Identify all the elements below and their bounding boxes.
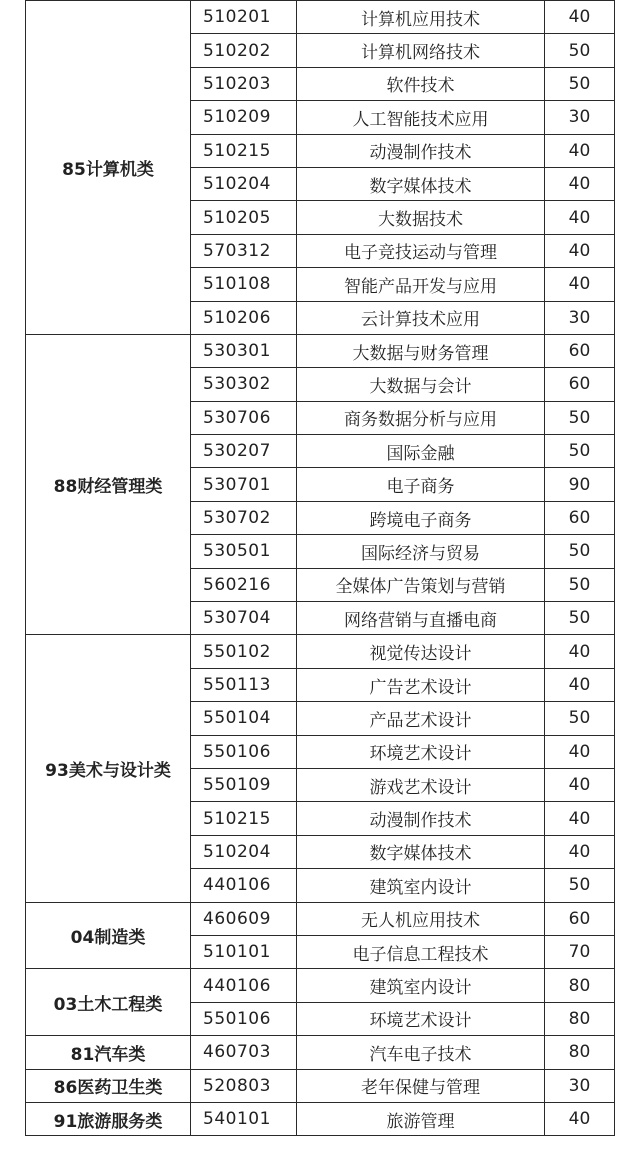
majors-table (25, 0, 615, 1136)
enrollment-count-cell: 40 (545, 234, 615, 267)
major-code-cell: 510215 (191, 802, 297, 835)
major-code-cell: 530701 (191, 468, 297, 501)
major-name-cell: 环境艺术设计 (297, 1002, 545, 1035)
enrollment-count-cell: 40 (545, 802, 615, 835)
enrollment-count-cell: 50 (545, 702, 615, 735)
major-name-cell: 旅游管理 (297, 1102, 545, 1135)
major-name-cell: 无人机应用技术 (297, 902, 545, 935)
table-row (26, 1102, 615, 1135)
major-code-cell: 560216 (191, 568, 297, 601)
enrollment-count-cell: 50 (545, 435, 615, 468)
major-name-cell: 软件技术 (297, 67, 545, 100)
enrollment-count-cell: 90 (545, 468, 615, 501)
enrollment-count-cell: 50 (545, 67, 615, 100)
category-cell: 85计算机类 (26, 1, 191, 335)
major-name-cell: 环境艺术设计 (297, 735, 545, 768)
major-name-cell: 游戏艺术设计 (297, 768, 545, 801)
table-row (26, 1, 615, 34)
major-name-cell: 大数据与财务管理 (297, 334, 545, 367)
major-name-cell: 大数据与会计 (297, 368, 545, 401)
enrollment-count-cell: 60 (545, 334, 615, 367)
enrollment-count-cell: 50 (545, 568, 615, 601)
table-row (26, 969, 615, 1002)
major-code-cell: 530301 (191, 334, 297, 367)
enrollment-count-cell: 40 (545, 201, 615, 234)
enrollment-count-cell: 50 (545, 535, 615, 568)
enrollment-count-cell: 50 (545, 869, 615, 902)
major-code-cell: 540101 (191, 1102, 297, 1135)
major-code-cell: 550106 (191, 1002, 297, 1035)
major-code-cell: 510204 (191, 835, 297, 868)
major-name-cell: 商务数据分析与应用 (297, 401, 545, 434)
major-name-cell: 人工智能技术应用 (297, 101, 545, 134)
major-name-cell: 建筑室内设计 (297, 869, 545, 902)
major-code-cell: 510201 (191, 1, 297, 34)
major-name-cell: 老年保健与管理 (297, 1069, 545, 1102)
major-code-cell: 440106 (191, 969, 297, 1002)
table-row (26, 1069, 615, 1102)
major-code-cell: 550113 (191, 668, 297, 701)
major-name-cell: 产品艺术设计 (297, 702, 545, 735)
major-name-cell: 数字媒体技术 (297, 167, 545, 200)
major-code-cell: 510108 (191, 268, 297, 301)
enrollment-count-cell: 40 (545, 735, 615, 768)
enrollment-count-cell: 50 (545, 602, 615, 635)
category-cell: 88财经管理类 (26, 334, 191, 635)
major-code-cell: 510206 (191, 301, 297, 334)
major-code-cell: 460703 (191, 1036, 297, 1069)
table-row (26, 1036, 615, 1069)
major-code-cell: 510215 (191, 134, 297, 167)
major-name-cell: 视觉传达设计 (297, 635, 545, 668)
enrollment-count-cell: 40 (545, 134, 615, 167)
enrollment-count-cell: 40 (545, 1, 615, 34)
enrollment-count-cell: 80 (545, 1036, 615, 1069)
category-cell: 04制造类 (26, 902, 191, 969)
major-code-cell: 530302 (191, 368, 297, 401)
major-code-cell: 440106 (191, 869, 297, 902)
major-name-cell: 智能产品开发与应用 (297, 268, 545, 301)
enrollment-count-cell: 30 (545, 101, 615, 134)
enrollment-count-cell: 40 (545, 668, 615, 701)
enrollment-count-cell: 30 (545, 1069, 615, 1102)
major-name-cell: 数字媒体技术 (297, 835, 545, 868)
enrollment-count-cell: 60 (545, 368, 615, 401)
major-name-cell: 电子商务 (297, 468, 545, 501)
enrollment-count-cell: 80 (545, 1002, 615, 1035)
enrollment-count-cell: 30 (545, 301, 615, 334)
enrollment-count-cell: 70 (545, 935, 615, 968)
major-name-cell: 国际金融 (297, 435, 545, 468)
enrollment-count-cell: 40 (545, 268, 615, 301)
enrollment-count-cell: 40 (545, 835, 615, 868)
major-code-cell: 520803 (191, 1069, 297, 1102)
major-name-cell: 计算机网络技术 (297, 34, 545, 67)
category-cell: 93美术与设计类 (26, 635, 191, 902)
major-name-cell: 全媒体广告策划与营销 (297, 568, 545, 601)
major-name-cell: 跨境电子商务 (297, 501, 545, 534)
enrollment-count-cell: 40 (545, 768, 615, 801)
major-code-cell: 510203 (191, 67, 297, 100)
category-cell: 86医药卫生类 (26, 1069, 191, 1102)
major-name-cell: 计算机应用技术 (297, 1, 545, 34)
major-code-cell: 550109 (191, 768, 297, 801)
category-cell: 91旅游服务类 (26, 1102, 191, 1135)
enrollment-count-cell: 40 (545, 1102, 615, 1135)
major-code-cell: 530704 (191, 602, 297, 635)
enrollment-count-cell: 50 (545, 401, 615, 434)
major-name-cell: 汽车电子技术 (297, 1036, 545, 1069)
enrollment-count-cell: 80 (545, 969, 615, 1002)
major-code-cell: 510101 (191, 935, 297, 968)
table-row (26, 334, 615, 367)
enrollment-count-cell: 40 (545, 635, 615, 668)
category-cell: 81汽车类 (26, 1036, 191, 1069)
major-code-cell: 510209 (191, 101, 297, 134)
major-name-cell: 动漫制作技术 (297, 802, 545, 835)
major-name-cell: 广告艺术设计 (297, 668, 545, 701)
major-name-cell: 电子竞技运动与管理 (297, 234, 545, 267)
major-code-cell: 530702 (191, 501, 297, 534)
major-code-cell: 460609 (191, 902, 297, 935)
major-code-cell: 530501 (191, 535, 297, 568)
major-code-cell: 510204 (191, 167, 297, 200)
major-name-cell: 网络营销与直播电商 (297, 602, 545, 635)
major-code-cell: 570312 (191, 234, 297, 267)
major-name-cell: 国际经济与贸易 (297, 535, 545, 568)
major-code-cell: 510202 (191, 34, 297, 67)
category-cell: 03土木工程类 (26, 969, 191, 1036)
major-code-cell: 530207 (191, 435, 297, 468)
table-row (26, 902, 615, 935)
major-code-cell: 550102 (191, 635, 297, 668)
major-name-cell: 云计算技术应用 (297, 301, 545, 334)
major-code-cell: 550106 (191, 735, 297, 768)
table-row (26, 635, 615, 668)
major-name-cell: 建筑室内设计 (297, 969, 545, 1002)
enrollment-count-cell: 60 (545, 501, 615, 534)
major-code-cell: 530706 (191, 401, 297, 434)
major-code-cell: 550104 (191, 702, 297, 735)
major-name-cell: 大数据技术 (297, 201, 545, 234)
major-name-cell: 电子信息工程技术 (297, 935, 545, 968)
majors-table-body (26, 1, 615, 1136)
major-name-cell: 动漫制作技术 (297, 134, 545, 167)
enrollment-count-cell: 50 (545, 34, 615, 67)
major-code-cell: 510205 (191, 201, 297, 234)
enrollment-count-cell: 60 (545, 902, 615, 935)
enrollment-count-cell: 40 (545, 167, 615, 200)
